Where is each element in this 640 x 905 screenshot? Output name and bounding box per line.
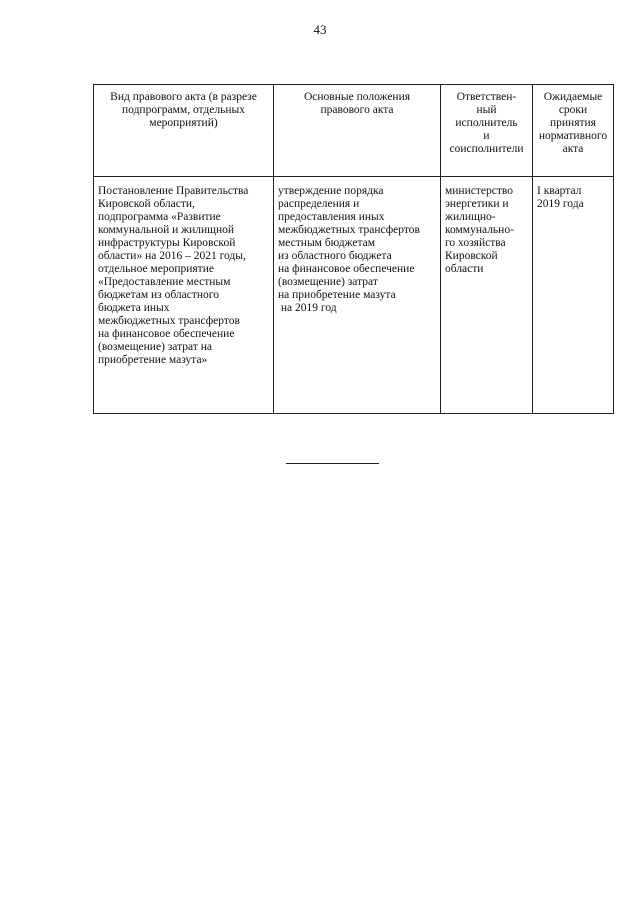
- cell-line: энергетики и: [445, 198, 509, 210]
- cell-line: инфраструктуры Кировской: [98, 237, 236, 249]
- separator-line: [286, 463, 379, 464]
- cell-line: на 2019 год: [278, 302, 337, 314]
- header-act-type: [94, 85, 274, 177]
- header-deadline: [533, 85, 614, 177]
- cell-line: на приобретение мазута: [278, 289, 396, 301]
- cell-line: распределения и: [278, 198, 360, 210]
- header-line: акта: [562, 143, 584, 155]
- header-line: нормативного: [538, 130, 608, 142]
- cell-line: (возмещение) затрат на: [98, 341, 213, 353]
- cell-line: на финансовое обеспечение: [278, 263, 415, 275]
- cell-line: министерство: [445, 185, 513, 197]
- cell-line: (возмещение) затрат: [278, 276, 378, 288]
- cell-line: жилищно-: [445, 211, 496, 223]
- header-line: Ответствен-: [456, 91, 517, 103]
- header-line: ный: [476, 104, 497, 116]
- cell-executor: [441, 177, 533, 414]
- cell-line: Кировской: [445, 250, 498, 262]
- cell-line: 2019 года: [537, 198, 584, 210]
- legal-acts-table: [93, 84, 614, 414]
- cell-deadline: [533, 177, 614, 414]
- cell-line: предоставления иных: [278, 211, 385, 223]
- header-line: Ожидаемые: [543, 91, 603, 103]
- header-line: мероприятий): [149, 117, 218, 129]
- cell-line: Кировской области,: [98, 198, 195, 210]
- header-line: соисполнители: [449, 143, 524, 155]
- cell-act-type: [94, 177, 274, 414]
- cell-line: области: [445, 263, 484, 275]
- header-line: и: [483, 130, 490, 142]
- table-header-row: [94, 85, 614, 177]
- cell-provisions: [274, 177, 441, 414]
- table-row: [94, 177, 614, 414]
- cell-line: подпрограмма «Развитие: [98, 211, 221, 223]
- cell-line: бюджетам из областного: [98, 289, 219, 301]
- cell-line: I квартал: [537, 185, 582, 197]
- cell-line: межбюджетных трансфертов: [98, 315, 240, 327]
- header-line: сроки: [558, 104, 588, 116]
- cell-line: из областного бюджета: [278, 250, 392, 262]
- cell-line: на финансовое обеспечение: [98, 328, 235, 340]
- cell-line: коммунально-: [445, 224, 514, 236]
- cell-line: местным бюджетам: [278, 237, 375, 249]
- cell-line: «Предоставление местным: [98, 276, 231, 288]
- cell-line: отдельное мероприятие: [98, 263, 214, 275]
- cell-line: го хозяйства: [445, 237, 506, 249]
- page-number: 43: [313, 22, 327, 37]
- cell-line: утверждение порядка: [278, 185, 384, 197]
- header-line: исполнитель: [455, 117, 518, 129]
- header-line: подпрограмм, отдельных: [122, 104, 245, 116]
- header-line: правового акта: [320, 104, 394, 116]
- cell-line: области» на 2016 – 2021 годы,: [98, 250, 246, 262]
- header-line: Вид правового акта (в разрезе: [110, 91, 257, 103]
- cell-line: межбюджетных трансфертов: [278, 224, 420, 236]
- header-line: Основные положения: [303, 91, 411, 103]
- header-line: принятия: [550, 117, 596, 129]
- header-provisions: [274, 85, 441, 177]
- cell-line: коммунальной и жилищной: [98, 224, 235, 236]
- header-executor: [441, 85, 533, 177]
- cell-line: бюджета иных: [98, 302, 170, 314]
- cell-line: приобретение мазута»: [98, 354, 208, 366]
- cell-line: Постановление Правительства: [98, 185, 249, 197]
